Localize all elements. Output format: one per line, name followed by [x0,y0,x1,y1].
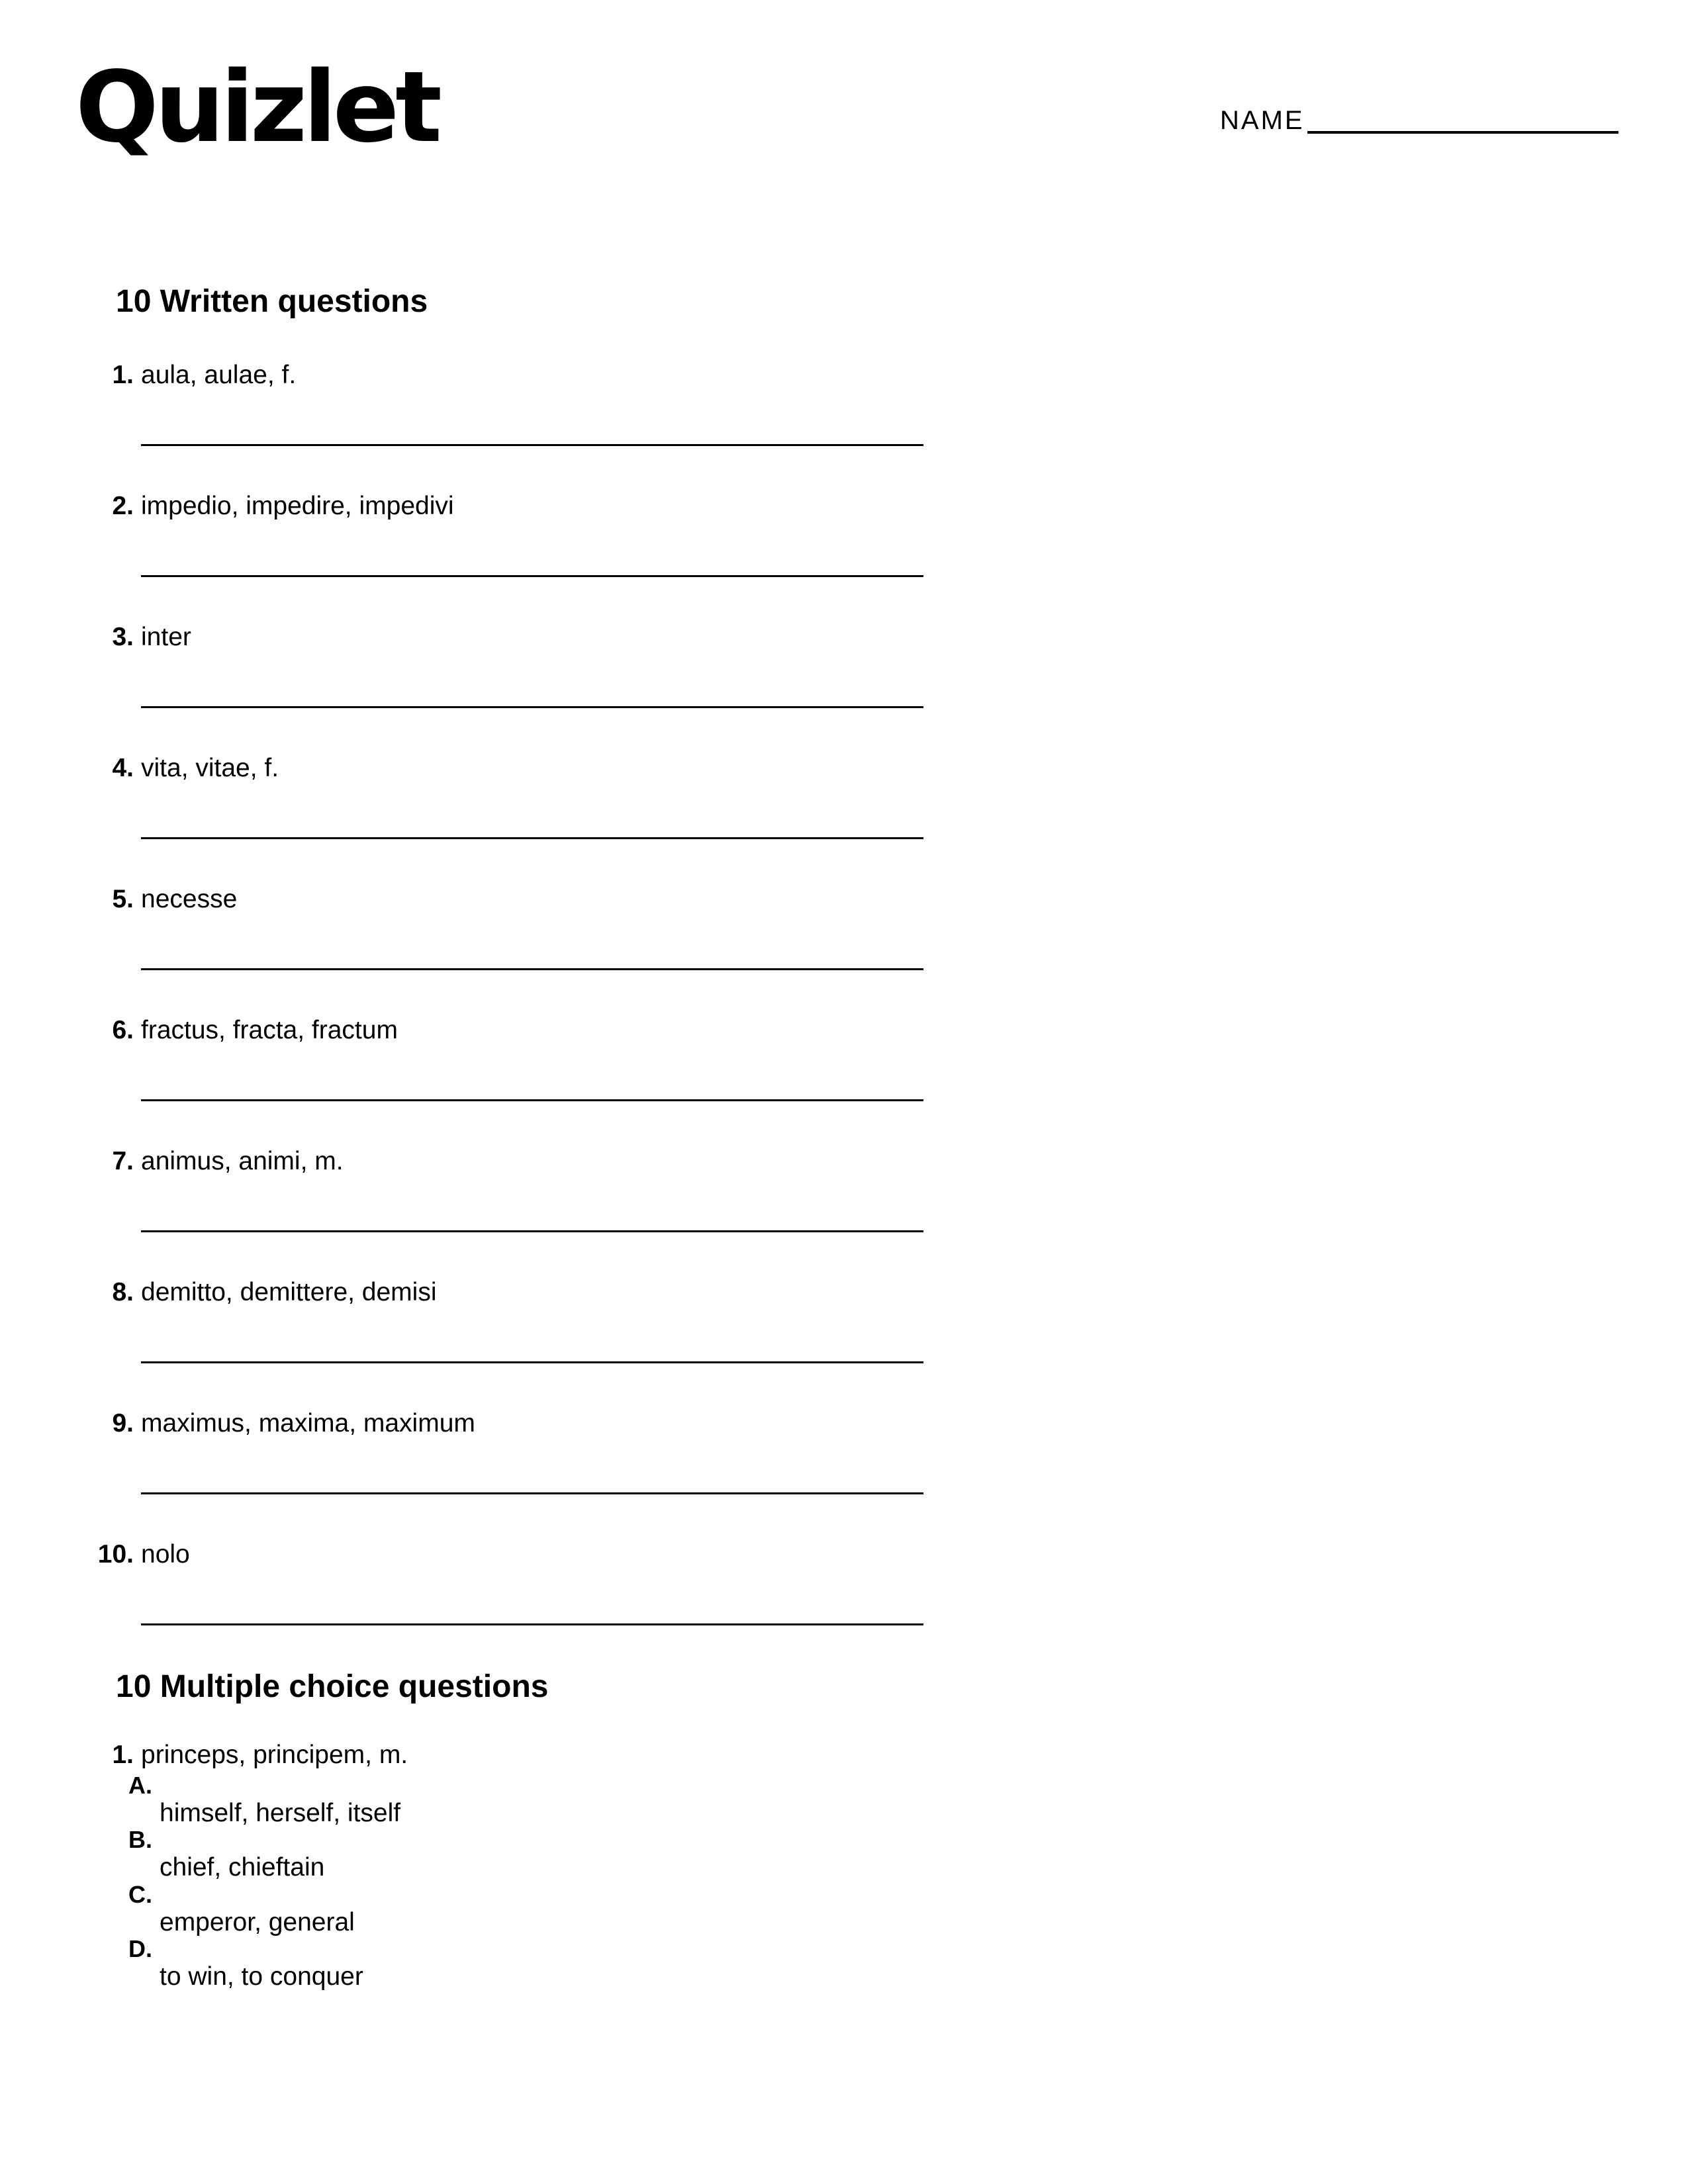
answer-line [141,706,923,708]
answer-line [141,1230,923,1232]
answer-line [141,575,923,577]
question-term: fractus, fracta, fractum [141,1016,398,1044]
question-number: 9. [112,1409,134,1437]
question-term: princeps, principem, m. [141,1741,408,1769]
question-term: nolo [141,1540,190,1569]
answer-line [141,444,923,446]
choice-text: emperor, general [160,1908,355,1936]
written-question [0,885,927,1016]
question-number: 7. [112,1147,134,1175]
choice-text: to win, to conquer [160,1962,363,1991]
written-questions-list [0,361,927,1671]
question-number: 8. [112,1278,134,1306]
question-term: maximus, maxima, maximum [141,1409,475,1437]
question-number: 5. [112,885,134,913]
choice-letter: B. [128,1826,152,1853]
answer-line [141,1361,923,1363]
question-term: demitto, demittere, demisi [141,1278,437,1306]
choice-option [0,1936,662,1990]
question-term: necesse [141,885,238,913]
written-question [0,754,927,885]
written-question [0,1540,927,1671]
choice-option [0,1772,662,1827]
name-blank-line [1307,105,1618,134]
choice-letter: C. [128,1881,152,1908]
question-number: 3. [112,623,134,651]
written-question [0,623,927,754]
choice-text: himself, herself, itself [160,1799,401,1827]
question-number: 6. [112,1016,134,1044]
written-question [0,1147,927,1278]
choice-option [0,1882,662,1936]
answer-line [141,1623,923,1625]
written-section-title: 10 Written questions [116,284,428,319]
question-term: vita, vitae, f. [141,754,279,782]
choice-text: chief, chieftain [160,1853,325,1882]
written-question [0,1016,927,1147]
written-question [0,1278,927,1409]
answer-line [141,1099,923,1101]
question-number: 2. [112,492,134,520]
written-question [0,1409,927,1540]
question-term: inter [141,623,191,651]
name-field [1220,105,1618,134]
choice-letter: D. [128,1935,152,1962]
answer-line [141,968,923,970]
answer-line [141,837,923,839]
answer-line [141,1492,923,1494]
choice-option [0,1827,662,1881]
question-number: 1. [112,361,134,389]
multiple-choice-section-title: 10 Multiple choice questions [116,1669,549,1704]
quizlet-logo: Quizlet [75,50,438,164]
question-term: impedio, impedire, impedivi [141,492,454,520]
question-term: aula, aulae, f. [141,361,297,389]
question-number: 4. [112,754,134,782]
question-number: 10. [97,1540,134,1569]
question-number: 1. [112,1741,134,1769]
question-term: animus, animi, m. [141,1147,344,1175]
choice-letter: A. [128,1772,152,1799]
written-question [0,492,927,623]
written-question [0,361,927,492]
name-label: NAME [1220,106,1305,135]
